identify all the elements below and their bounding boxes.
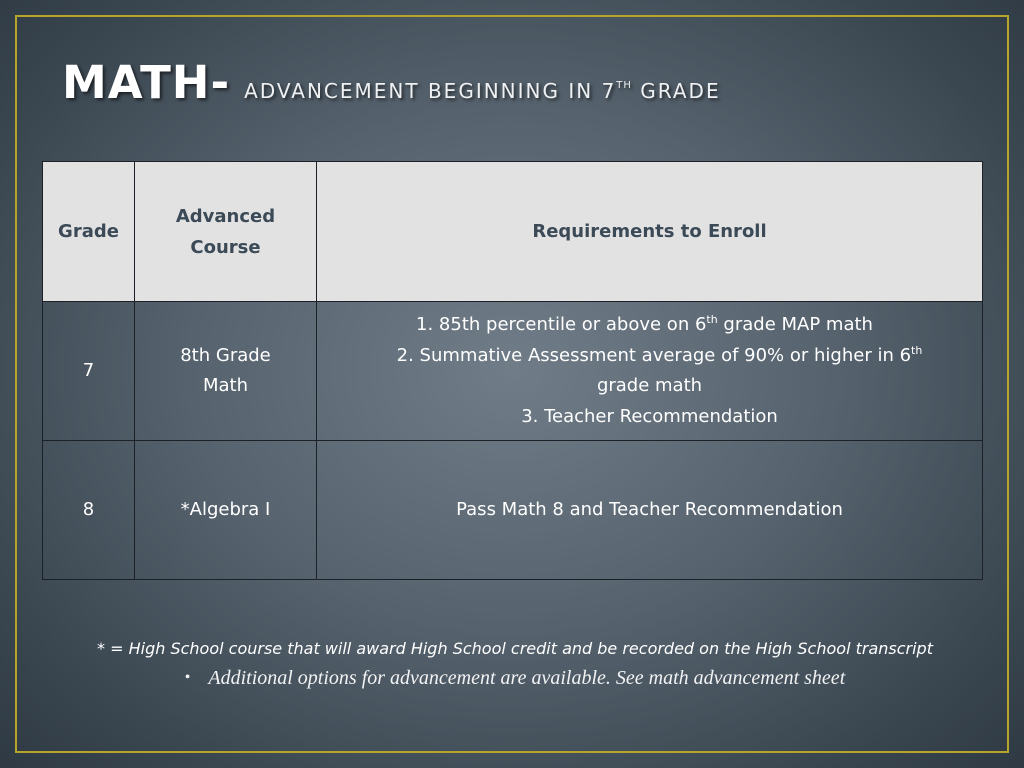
row-requirements-cell	[317, 302, 983, 441]
requirement-1-text: 1. 85th percentile or above on 6	[416, 314, 707, 335]
title-sub-superscript: TH	[616, 80, 632, 91]
bullet-icon: •	[184, 669, 191, 686]
requirement-1-superscript: th	[706, 313, 718, 326]
title-sub-end: GRADE	[631, 79, 721, 103]
header-grade: Grade	[43, 162, 135, 302]
header-course-line2: Course	[190, 236, 261, 258]
requirement-2-continued: grade math	[596, 375, 703, 396]
table-row	[43, 441, 983, 580]
row-requirements-cell: Pass Math 8 and Teacher Recommendation	[317, 441, 983, 580]
requirements-list	[327, 310, 972, 432]
title-main: MATH-	[62, 56, 231, 109]
table-row	[43, 302, 983, 441]
footnote-marker: * =	[97, 639, 129, 658]
requirements-table	[42, 161, 983, 580]
row-course-line2: Math	[202, 375, 249, 396]
requirement-2-text: 2. Summative Assessment average of 90% or higher in 6	[396, 344, 912, 366]
advancement-note-text: Additional options for advancement are available. See math advancement sheet	[208, 667, 846, 689]
footnote	[40, 639, 990, 658]
title-sub-text: ADVANCEMENT BEGINNING IN 7	[244, 79, 617, 103]
requirement-item: 3. Teacher Recommendation	[521, 405, 778, 427]
title-subtitle	[244, 79, 720, 103]
slide-title	[62, 56, 721, 109]
requirement-1-end: grade MAP math	[717, 314, 873, 335]
header-course-line1: Advanced	[175, 205, 276, 227]
requirement-item	[327, 310, 972, 341]
requirement-item	[327, 341, 972, 372]
requirement-2-superscript: th	[911, 343, 923, 357]
advancement-note	[40, 667, 990, 690]
row-course-line1: 8th Grade	[180, 344, 271, 366]
header-advanced-course	[135, 162, 317, 302]
row-grade-cell: 8	[43, 441, 135, 580]
footnote-text: High School course that will award High School credit and be recorded on the High School transcript	[128, 639, 933, 658]
row-grade-cell: 7	[43, 302, 135, 441]
row-course-cell: *Algebra I	[135, 441, 317, 580]
header-requirements: Requirements to Enroll	[317, 162, 983, 302]
table-header-row	[43, 162, 983, 302]
row-course-cell	[135, 302, 317, 441]
